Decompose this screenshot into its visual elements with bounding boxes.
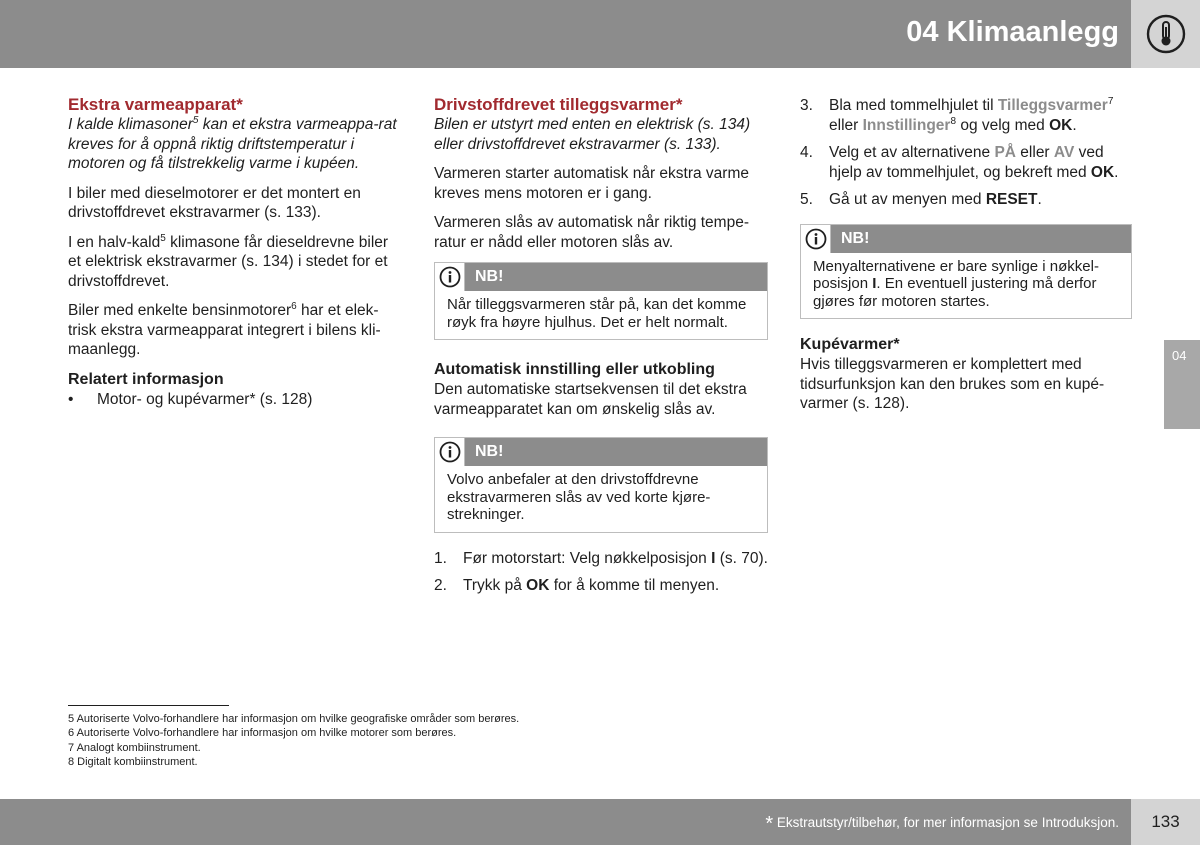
step-text: Gå ut av menyen med RESET. (829, 191, 1042, 208)
step-number: 4. (800, 144, 813, 161)
side-tab-label: 04 (1172, 348, 1187, 363)
chapter-title: 04 Klimaanlegg (906, 16, 1119, 48)
bullet-dot: • (68, 390, 74, 408)
footnote-7: 7 Analogt kombiinstrument. (68, 741, 201, 754)
step-number: 1. (434, 549, 447, 567)
step-text: Velg et av alternativene PÅ eller AV ved hjelp av tommelhjulet, og bekreft med OK. (829, 144, 1119, 181)
note-box (800, 224, 1132, 320)
note-header (435, 263, 767, 291)
info-icon (435, 263, 465, 291)
note-text: Menyalternativene er bare synlige i nøkkel-posisjon I. En eventuell justering må derfor gjøres før motoren startes. (813, 257, 1099, 310)
related-info-item (68, 390, 403, 410)
step-text: Bla med tommelhjulet til Tilleggsvarmer$^7$ eller Innstillinger$^8$ og velg med OK. (829, 95, 1114, 134)
step-number: 5. (800, 191, 813, 208)
step-2 (434, 576, 768, 596)
note-text: Når tilleggsvarmeren står på, kan det komme røyk fra høyre hjulhus. Det er helt normalt. (447, 296, 747, 331)
page-footer (0, 799, 1131, 845)
step-number: 2. (434, 577, 447, 594)
step-1 (434, 549, 768, 569)
step-5 (800, 190, 1132, 210)
column-1 (68, 94, 403, 409)
paragraph-start: Varmeren starter automatisk når ekstra varme kreves mens motoren er i gang. (434, 165, 749, 202)
note-label: NB! (475, 268, 504, 286)
column-2 (434, 94, 768, 604)
chapter-side-tab (1164, 340, 1200, 429)
note-label: NB! (841, 229, 870, 247)
chapter-icon-box (1131, 0, 1200, 68)
related-info-heading: Relatert informasjon (68, 370, 224, 388)
sub-heading-automatisk: Automatisk innstilling eller utkobling (434, 361, 715, 378)
footer-text: * Ekstrautstyr/tilbehør, for mer informasjon se Introduksjon. (765, 813, 1119, 835)
step-number: 3. (800, 97, 813, 114)
step-text: Trykk på OK for å komme til menyen. (463, 577, 720, 594)
intro-paragraph: I kalde klimasoner$^5$ kan et ekstra varmeappa-rat kreves for å oppnå riktig driftstemperatur i motoren og få tilstrekkelig varme i kupéen. (68, 114, 397, 172)
note-box (434, 262, 768, 340)
thermometer-icon (1146, 14, 1186, 54)
footnotes (68, 712, 519, 769)
section-heading-ekstra-varmeapparat: Ekstra varmeapparat* (68, 95, 243, 114)
note-text: Volvo anbefaler at den drivstoffdrevne ekstravarmeren slås av ved korte kjøre-strekninger. (447, 471, 711, 523)
paragraph-diesel: I biler med dieselmotorer er det montert en drivstoffdrevet ekstravarmer (s. 133). (68, 184, 361, 221)
chapter-header (0, 0, 1131, 68)
step-4 (800, 143, 1132, 182)
paragraph-kupevarmer: Hvis tilleggsvarmeren er komplettert med tidsurfunksjon kan den brukes som en kupé-varmer (s. 128). (800, 356, 1105, 412)
paragraph-halv-kald: I en halv-kald$^5$ klimasone får dieseldrevne biler et elektrisk ekstravarmer (s. 134) i stedet for et drivstoffdrevet. (68, 232, 389, 290)
note-box (434, 437, 768, 533)
note-header (435, 438, 767, 466)
sub-heading-kupevarmer: Kupévarmer* (800, 336, 900, 353)
page-number: 133 (1131, 799, 1200, 845)
step-3 (800, 96, 1132, 135)
paragraph-bensin: Biler med enkelte bensinmotorer$^6$ har et elek-trisk ekstra varmeapparat integrert i bilens kli-maanlegg. (68, 300, 381, 358)
step-text: Før motorstart: Velg nøkkelposisjon I (s. 70). (463, 549, 768, 567)
note-label: NB! (475, 443, 504, 461)
column-3 (800, 94, 1132, 424)
info-icon (801, 225, 831, 253)
related-link-text: Motor- og kupévarmer* (s. 128) (97, 390, 313, 408)
paragraph-automatisk: Den automatiske startsekvensen til det ekstra varmeapparatet kan om ønskelig slås av. (434, 381, 747, 418)
note-header (801, 225, 1131, 253)
footnote-divider (68, 705, 229, 706)
footnote-8: 8 Digitalt kombiinstrument. (68, 755, 198, 768)
footnote-6: 6 Autoriserte Volvo-forhandlere har informasjon om hvilke motorer som berøres. (68, 727, 457, 740)
footnote-5: 5 Autoriserte Volvo-forhandlere har informasjon om hvilke geografiske områder som berøres. (68, 713, 520, 725)
paragraph-stop: Varmeren slås av automatisk når riktig tempe-ratur er nådd eller motoren slås av. (434, 214, 749, 251)
intro-paragraph: Bilen er utstyrt med enten en elektrisk (s. 134) eller drivstoffdrevet ekstravarmer (s. 133). (434, 116, 751, 153)
info-icon (435, 438, 465, 466)
section-heading-drivstoffdrevet: Drivstoffdrevet tilleggsvarmer* (434, 95, 683, 114)
